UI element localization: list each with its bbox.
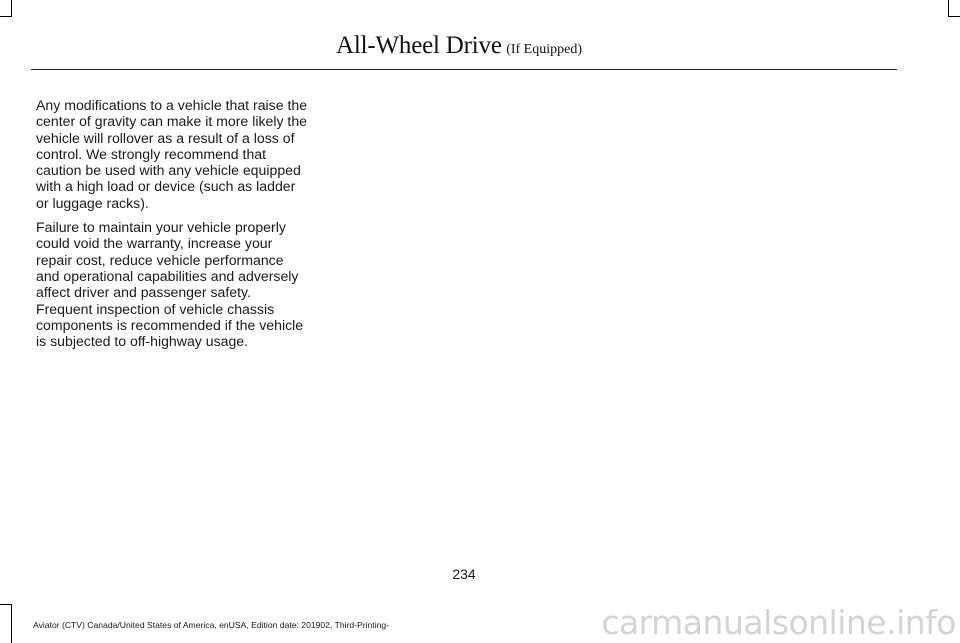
watermark: carmanualsonline.info [601,603,956,642]
page-number: 234 [452,566,476,582]
body-column [36,97,308,357]
header-inner [336,32,582,60]
crop-mark-top-left-vertical [11,0,12,16]
chapter-subtitle: (If Equipped) [506,42,582,57]
body-paragraph: Any modifications to a vehicle that raise the center of gravity can make it more likely the vehicle will rollover as a result of a loss of control. We strongly recommend that caution be used with any vehicle equipped with a high load or device (such as ladder or luggage racks). [36,97,308,211]
crop-mark-top-right-horizontal [948,16,960,17]
crop-mark-top-left-horizontal [0,16,12,17]
body-paragraph: Failure to maintain your vehicle properly could void the warranty, increase your repair cost, reduce vehicle performance and operational capabilities and adversely affect driver and passenger safety. Frequent inspection of vehicle chassis components is recommended if the vehicle is subjected to off-highway usage. [36,219,304,350]
crop-mark-bottom-left-horizontal [0,604,12,605]
crop-mark-bottom-left-vertical [11,604,12,643]
header-rule [31,69,897,70]
crop-mark-top-right-vertical [948,0,949,16]
footer-edition-text: Aviator (CTV) Canada/United States of America, enUSA, Edition date: 201902, Third-Printing- [33,620,390,630]
chapter-title: All-Wheel Drive [336,32,502,59]
page-header [0,32,928,60]
